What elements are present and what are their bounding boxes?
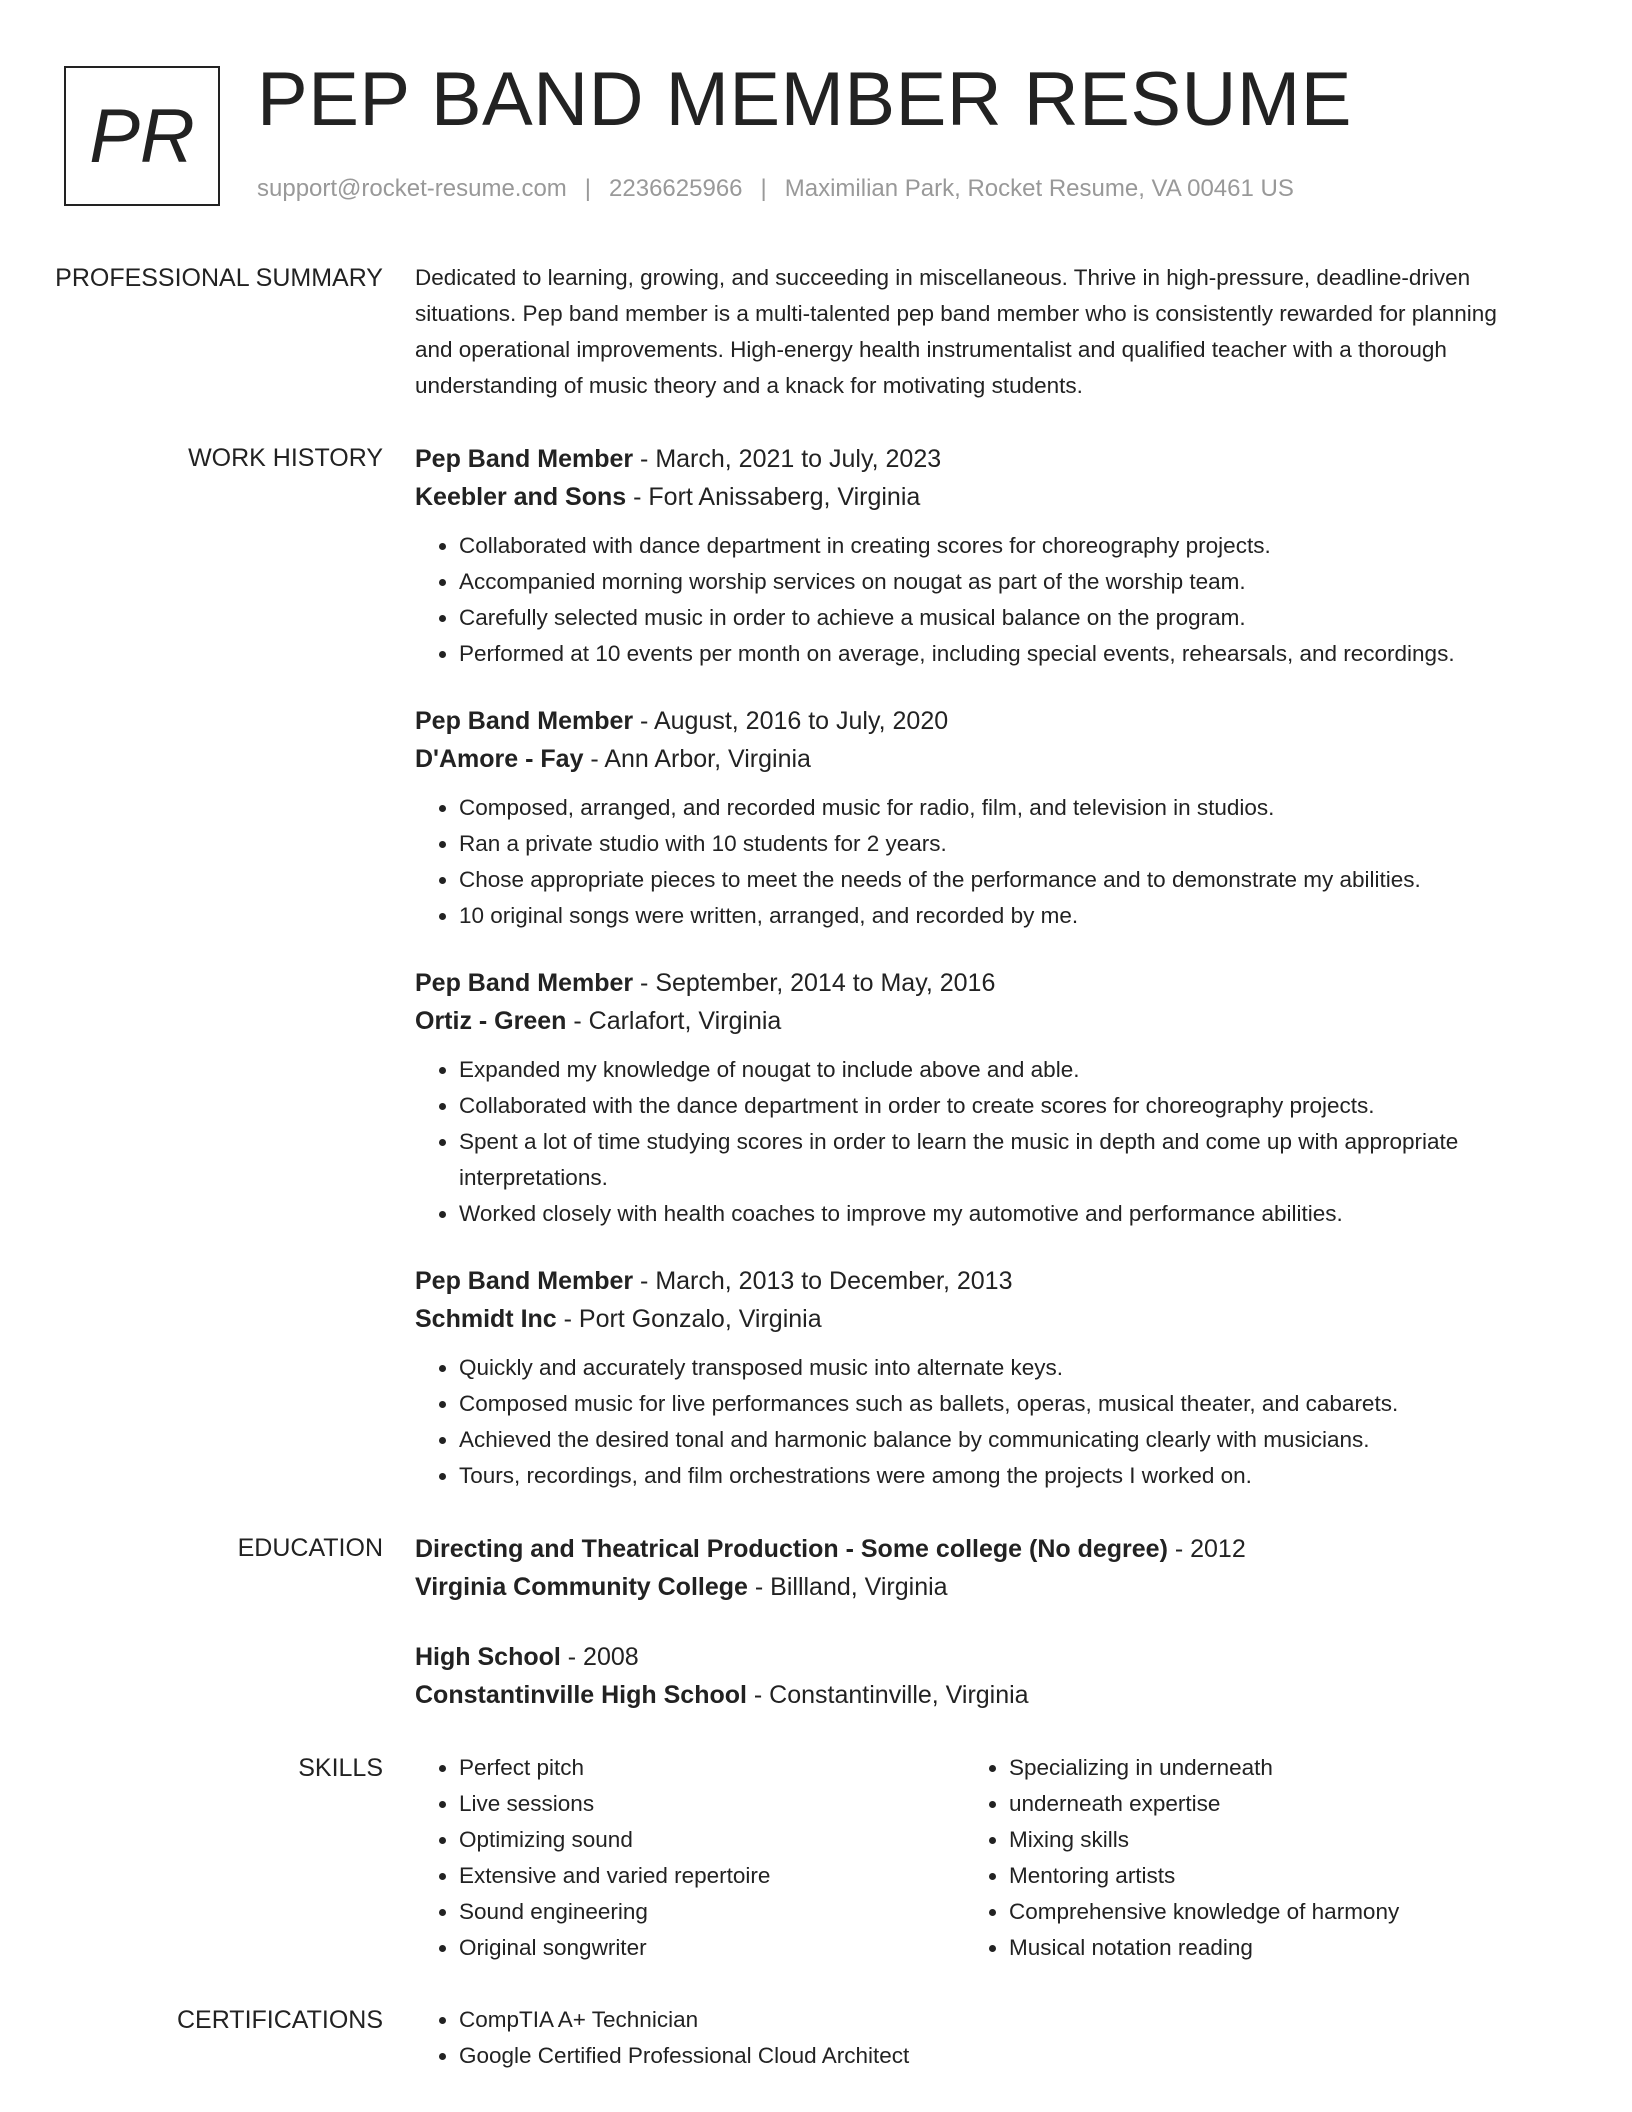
skills-list-right: [965, 1750, 1515, 1966]
page-title: PEP BAND MEMBER RESUME: [257, 57, 1352, 142]
job-bullet: • 10 original songs were written, arranged, and recorded by me.: [459, 898, 1535, 934]
section-label-work: WORK HISTORY: [188, 444, 383, 472]
skill-item: • Extensive and varied repertoire: [459, 1858, 965, 1894]
certification-item: • CompTIA A+ Technician: [459, 2002, 1535, 2038]
contact-phone: 2236625966: [609, 175, 743, 202]
monogram-box: [64, 66, 220, 206]
job-bullet: • Carefully selected music in order to achieve a musical balance on the program.: [459, 600, 1535, 636]
contact-separator: |: [760, 175, 767, 202]
skills-list-left: [415, 1750, 965, 1966]
job-entry: [415, 702, 1535, 934]
skill-item: • Musical notation reading: [1009, 1930, 1515, 1966]
certifications-section: [0, 2002, 1632, 2074]
job-bullet: • Chose appropriate pieces to meet the needs of the performance and to demonstrate my abilities.: [459, 862, 1535, 898]
contact-email: support@rocket-resume.com: [257, 175, 567, 202]
job-entry: [415, 964, 1535, 1232]
job-bullet: • Achieved the desired tonal and harmonic balance by communicating clearly with musicians.: [459, 1422, 1535, 1458]
work-history-section: [0, 440, 1632, 1494]
job-entry: [415, 440, 1535, 672]
education-degree: High School: [415, 1643, 561, 1671]
job-company: Ortiz - Green: [415, 1007, 567, 1035]
job-location: - Port Gonzalo, Virginia: [556, 1305, 822, 1333]
job-bullet: • Performed at 10 events per month on average, including special events, rehearsals, and recordings.: [459, 636, 1535, 672]
contact-separator: |: [584, 175, 592, 202]
job-location: - Ann Arbor, Virginia: [583, 745, 811, 773]
certification-item: • Google Certified Professional Cloud Architect: [459, 2038, 1535, 2074]
summary-text: Dedicated to learning, growing, and succeeding in miscellaneous. Thrive in high-pressure, deadline-driven situations. Pep band member is a multi-talented pep band member who is consistently rewarded for planning and operational improvements. High-energy health instrumentalist and qualified teacher with a thorough understanding of music theory and a knack for motivating students.: [415, 265, 1497, 398]
section-label-skills: SKILLS: [298, 1754, 383, 1782]
skill-item: • Mentoring artists: [1009, 1858, 1515, 1894]
job-bullet: • Composed, arranged, and recorded music for radio, film, and television in studios.: [459, 790, 1535, 826]
education-school: Virginia Community College: [415, 1573, 748, 1601]
job-entry: [415, 1262, 1535, 1494]
job-company: Keebler and Sons: [415, 483, 627, 511]
skill-item: • Original songwriter: [459, 1930, 965, 1966]
job-bullet: • Collaborated with dance department in creating scores for choreography projects.: [459, 528, 1535, 564]
job-dates: - August, 2016 to July, 2020: [633, 707, 949, 735]
skill-item: • underneath expertise: [1009, 1786, 1515, 1822]
section-label-summary: PROFESSIONAL SUMMARY: [55, 264, 383, 292]
job-bullet: • Tours, recordings, and film orchestrations were among the projects I worked on.: [459, 1458, 1535, 1494]
section-label-education: EDUCATION: [237, 1534, 383, 1562]
skill-item: • Specializing in underneath: [1009, 1750, 1515, 1786]
contact-line: [257, 175, 1294, 203]
job-company: D'Amore - Fay: [415, 745, 584, 773]
resume-content: [0, 260, 1632, 2110]
job-title: Pep Band Member: [415, 969, 634, 997]
education-school: Constantinville High School: [415, 1681, 747, 1709]
skill-item: • Perfect pitch: [459, 1750, 965, 1786]
job-bullet: • Collaborated with the dance department in order to create scores for choreography projects.: [459, 1088, 1535, 1124]
job-bullet: • Composed music for live performances such as ballets, operas, musical theater, and cabarets.: [459, 1386, 1535, 1422]
job-location: - Carlafort, Virginia: [566, 1007, 782, 1035]
education-year: - 2008: [560, 1643, 639, 1671]
job-title: Pep Band Member: [415, 1267, 634, 1295]
job-bullet: • Accompanied morning worship services on nougat as part of the worship team.: [459, 564, 1535, 600]
skill-item: • Live sessions: [459, 1786, 965, 1822]
education-location: - Constantinville, Virginia: [746, 1681, 1029, 1709]
education-entry: [415, 1638, 1535, 1714]
job-location: - Fort Anissaberg, Virginia: [626, 483, 921, 511]
contact-address: Maximilian Park, Rocket Resume, VA 00461 US: [784, 175, 1294, 202]
job-company: Schmidt Inc: [415, 1305, 557, 1333]
summary-section: [0, 260, 1632, 404]
job-bullet: • Worked closely with health coaches to improve my automotive and performance abilities.: [459, 1196, 1535, 1232]
skill-item: • Comprehensive knowledge of harmony: [1009, 1894, 1515, 1930]
skill-item: • Sound engineering: [459, 1894, 965, 1930]
job-dates: - March, 2013 to December, 2013: [633, 1267, 1013, 1295]
job-bullet: • Spent a lot of time studying scores in order to learn the music in depth and come up with appropriate interpretations.: [459, 1124, 1535, 1196]
section-label-certifications: CERTIFICATIONS: [176, 2006, 383, 2034]
job-bullet: • Expanded my knowledge of nougat to include above and able.: [459, 1052, 1535, 1088]
education-section: [0, 1530, 1632, 1714]
job-bullet: • Ran a private studio with 10 students for 2 years.: [459, 826, 1535, 862]
education-entry: [415, 1530, 1535, 1606]
job-dates: - March, 2021 to July, 2023: [633, 445, 942, 473]
skill-item: • Optimizing sound: [459, 1822, 965, 1858]
education-location: - Billland, Virginia: [747, 1573, 948, 1601]
education-degree: Directing and Theatrical Production - Some college (No degree): [415, 1535, 1168, 1563]
monogram-initials: PR: [89, 93, 195, 179]
skill-item: • Mixing skills: [1009, 1822, 1515, 1858]
job-title: Pep Band Member: [415, 707, 634, 735]
job-dates: - September, 2014 to May, 2016: [633, 969, 996, 997]
job-title: Pep Band Member: [415, 445, 634, 473]
education-year: - 2012: [1167, 1535, 1246, 1563]
skills-section: [0, 1750, 1632, 1966]
job-bullet: • Quickly and accurately transposed music into alternate keys.: [459, 1350, 1535, 1386]
